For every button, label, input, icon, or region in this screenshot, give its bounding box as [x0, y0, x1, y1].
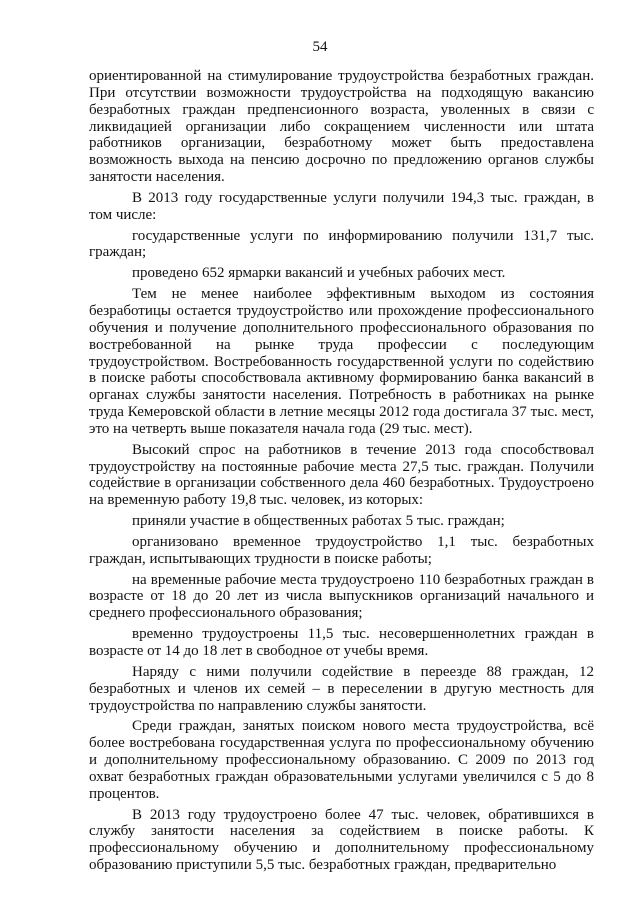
paragraph: Наряду с ними получили содействие в переезде 88 граждан, 12 безработных и членов их семей – в переселении в другую местность для трудоустройства по направлению службы занятости.: [89, 663, 594, 714]
paragraph: проведено 652 ярмарки вакансий и учебных рабочих мест.: [132, 265, 506, 282]
paragraph: Среди граждан, занятых поиском нового места трудоустройства, всё более востребована государственная услуга по профессиональному обучению и дополнительному профессиональному образованию. С 2009 по 2013 год охват безработных граждан образовательными услугами увеличился с 5 до 8 процентов.: [89, 718, 594, 802]
paragraph: государственные услуги по информированию получили 131,7 тыс. граждан;: [89, 227, 594, 261]
paragraph: Тем не менее наиболее эффективным выходом из состояния безработицы остается трудоустройство или прохождение профессионального обучения и получение дополнительного профессионального образования по востребованной на рынке труда профессии с последующим трудоустройством. Востребованность государственной услуги по содействию в поиске работы способствовала активному формированию банка вакансий в органах службы занятости населения. Потребность в работниках на рынке труда Кемеровской области в летние месяцы 2012 года достигала 37 тыс. мест, это на четверть выше показателя начала года (29 тыс. мест).: [89, 286, 594, 437]
paragraph: временно трудоустроены 11,5 тыс. несовершеннолетних граждан в возрасте от 14 до 18 лет в свободное от учебы время.: [89, 626, 594, 659]
paragraph: Высокий спрос на работников в течение 2013 года способствовал трудоустройству на постоянные рабочие места 27,5 тыс. граждан. Получили содействие в организации собственного дела 460 безработных. Трудоустроено на временную работу 19,8 тыс. человек, из которых:: [89, 441, 594, 509]
paragraph: на временные рабочие места трудоустроено 110 безработных граждан в возрасте от 18 до 20 лет из числа выпускников организаций начального и среднего профессионального образования;: [89, 571, 594, 622]
page-number: 54: [312, 39, 328, 55]
document-body: [89, 68, 594, 874]
paragraph: приняли участие в общественных работах 5 тыс. граждан;: [132, 513, 505, 530]
paragraph: ориентированной на стимулирование трудоустройства безработных граждан. При отсутствии возможности трудоустройства на подходящую вакансию безработных граждан предпенсионного возраста, уволенных в связи с ликвидацией организации либо сокращением численности или штата работников организации, безработному может быть предоставлена возможность выхода на пенсию досрочно по предложению органов службы занятости населения.: [89, 68, 594, 186]
paragraph: организовано временное трудоустройство 1,1 тыс. безработных граждан, испытывающих трудности в поиске работы;: [89, 533, 594, 567]
paragraph: В 2013 году государственные услуги получили 194,3 тыс. граждан, в том числе:: [89, 189, 594, 223]
paragraph: В 2013 году трудоустроено более 47 тыс. человек, обратившихся в службу занятости населения за содействием в поиске работы. К профессиональному обучению и дополнительному профессиональному образованию приступили 5,5 тыс. безработных граждан, предварительно: [89, 806, 594, 874]
